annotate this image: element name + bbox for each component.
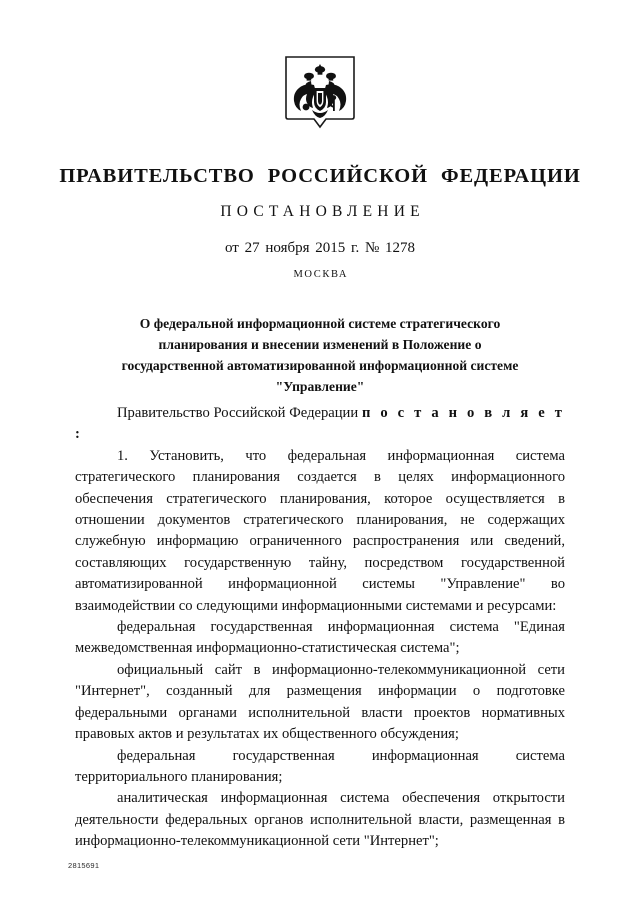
coat-of-arms-emblem <box>0 55 640 139</box>
document-body <box>75 403 565 853</box>
document-date-number: от 27 ноября 2015 г. № 1278 <box>224 240 416 256</box>
paragraph-clause-1: 1. Установить, что федеральная информационная система стратегического планирования создается в целях информационного обеспечения стратегического планирования, которое осуществляется в отношении документов стратегического планирования, не содержащих служебную информацию ограниченного распространения или сведений, составляющих государственную тайну, посредством государственной автоматизированной информационной системы "Управление" во взаимодействии со следующими информационными системами и ресурсами: <box>75 447 565 614</box>
paragraph-item-3: федеральная государственная информационная система территориального планирования; <box>75 747 565 785</box>
document-subject-title: О федеральной информационной системе стратегического планирования и внесении изменений в Положение о государственной автоматизированной информационной системе "Управление" <box>121 316 519 394</box>
preamble-lead-text: Правительство Российской Федерации <box>117 405 362 421</box>
document-kind: ПОСТАНОВЛЕНИЕ <box>220 203 425 220</box>
paragraph-item-4: аналитическая информационная система обеспечения открытости деятельности федеральных органов исполнительной власти, размещенная в информационно-телекоммуникационной сети "Интернет"; <box>75 790 565 850</box>
government-title: ПРАВИТЕЛЬСТВО РОССИЙСКОЙ ФЕДЕРАЦИИ <box>59 165 581 187</box>
russian-coat-of-arms-icon <box>284 55 356 139</box>
paragraph-preamble <box>75 403 565 446</box>
preamble-emphasis-text: п о с т а н о в л я е т : <box>75 405 565 443</box>
paragraph-item-2: официальный сайт в информационно-телекоммуникационной сети "Интернет", созданный для размещения информации о подготовке федеральными органами исполнительной власти проектов нормативных правовых актов и результатах их общественного обсуждения; <box>75 661 565 743</box>
document-city: МОСКВА <box>293 269 349 280</box>
footer-document-code: 2815691 <box>68 861 100 870</box>
paragraph-item-1: федеральная государственная информационная система "Единая межведомственная информационно-статистическая система"; <box>75 619 565 657</box>
